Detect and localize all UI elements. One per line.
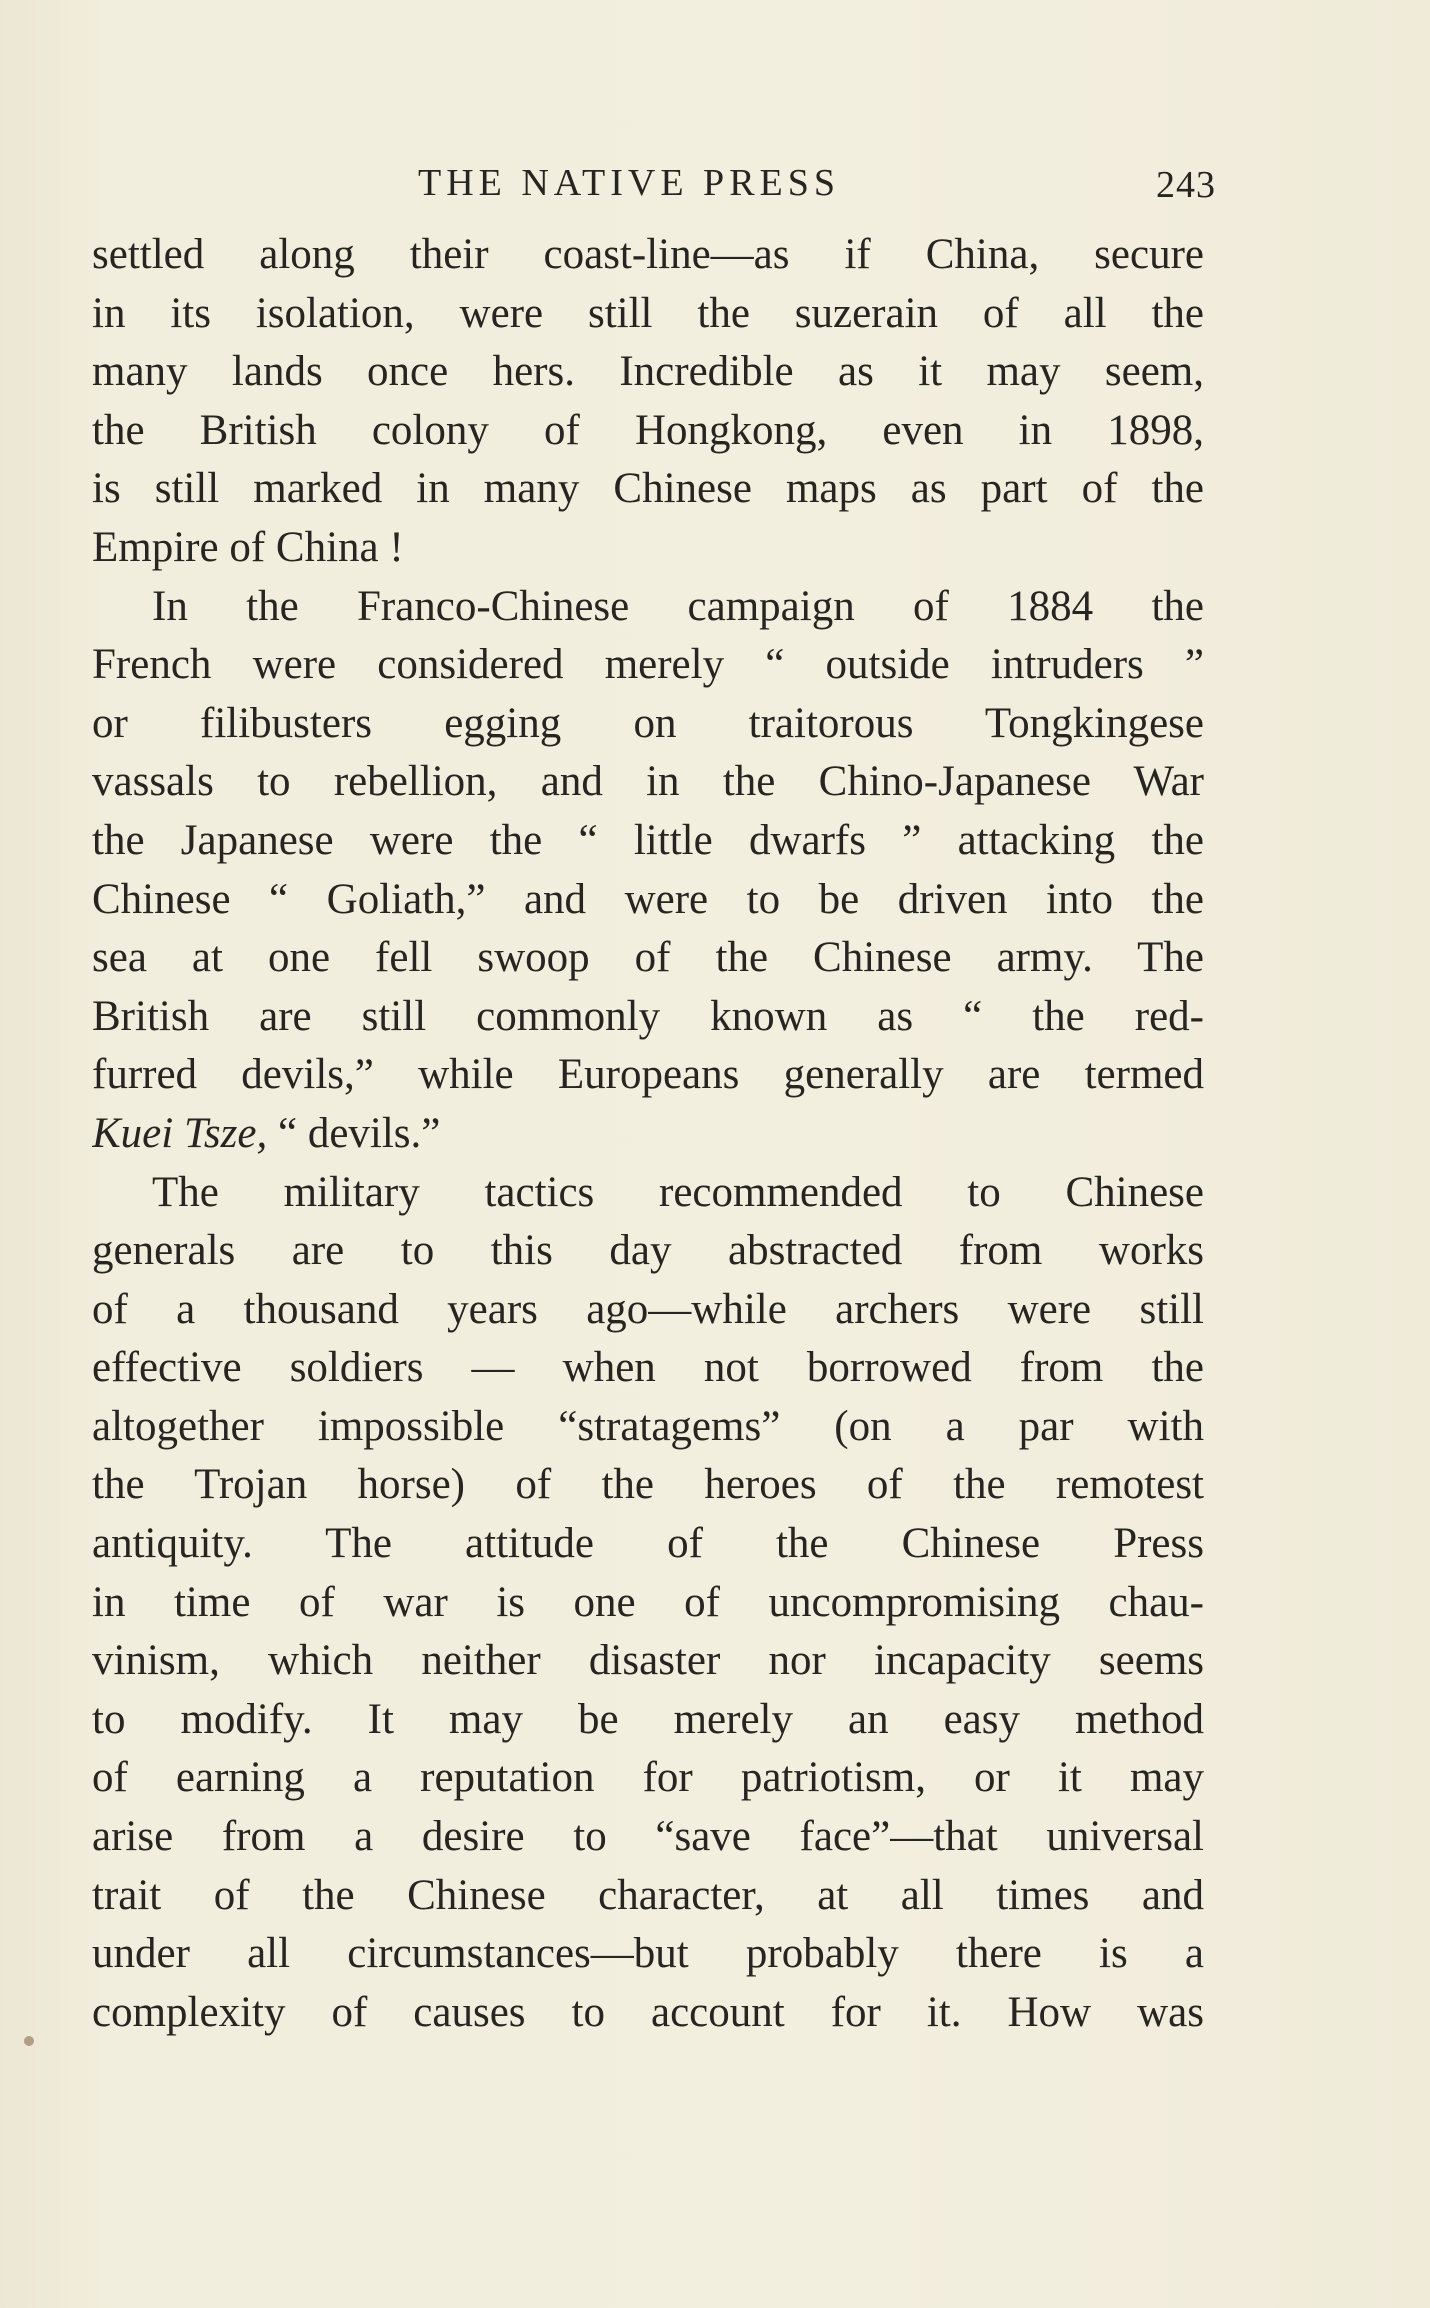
text-line: French were considered merely “ outside intruders ” bbox=[92, 641, 1204, 689]
running-head bbox=[0, 158, 1430, 208]
text-line: to modify. It may be merely an easy method bbox=[92, 1695, 1204, 1743]
paragraph-3 bbox=[92, 1164, 1204, 2043]
body-text bbox=[92, 226, 1204, 2042]
text-line: or filibusters egging on traitorous Tongkingese bbox=[92, 699, 1204, 747]
text-line: altogether impossible “stratagems” (on a par with bbox=[92, 1402, 1204, 1450]
ink-speck bbox=[24, 2036, 34, 2046]
page-number: 243 bbox=[1156, 164, 1216, 206]
text-line: Chinese “ Goliath,” and were to be driven into the bbox=[92, 875, 1204, 923]
paragraph-1 bbox=[92, 226, 1204, 578]
text-line: of a thousand years ago—while archers were still bbox=[92, 1285, 1204, 1333]
text-line: antiquity. The attitude of the Chinese Press bbox=[92, 1520, 1204, 1568]
text-line: vinism, which neither disaster nor incapacity seems bbox=[92, 1637, 1204, 1685]
text-line: in its isolation, were still the suzerain of all the bbox=[92, 289, 1204, 337]
text-line: British are still commonly known as “ the red- bbox=[92, 992, 1204, 1040]
text-line: trait of the Chinese character, at all times and bbox=[92, 1871, 1204, 1919]
text-line: the British colony of Hongkong, even in 1898, bbox=[92, 406, 1204, 454]
text-line-final bbox=[92, 1105, 1204, 1164]
text-line: complexity of causes to account for it. How was bbox=[92, 1988, 1204, 2036]
paragraph-2 bbox=[92, 578, 1204, 1164]
text-line: furred devils,” while Europeans generally are termed bbox=[92, 1051, 1204, 1099]
italic-term: Kuei Tsze, bbox=[92, 1109, 268, 1157]
text-line: the Japanese were the “ little dwarfs ” attacking the bbox=[92, 816, 1204, 864]
text-run: “ devils.” bbox=[267, 1109, 441, 1157]
text-line: settled along their coast-line—as if China, secure bbox=[92, 231, 1204, 278]
text-line: vassals to rebellion, and in the Chino-Japanese War bbox=[92, 758, 1204, 806]
text-line: Empire of China ! bbox=[92, 523, 404, 571]
text-line: under all circumstances—but probably there is a bbox=[92, 1930, 1204, 1978]
running-title: THE NATIVE PRESS bbox=[418, 162, 841, 204]
text-line: sea at one fell swoop of the Chinese army. The bbox=[92, 934, 1204, 982]
text-line: is still marked in many Chinese maps as part of the bbox=[92, 465, 1204, 513]
text-line: many lands once hers. Incredible as it may seem, bbox=[92, 348, 1204, 396]
text-line: In the Franco-Chinese campaign of 1884 the bbox=[152, 582, 1204, 630]
text-line: generals are to this day abstracted from works bbox=[92, 1227, 1204, 1275]
text-line: in time of war is one of uncompromising chau- bbox=[92, 1578, 1204, 1626]
text-line: effective soldiers — when not borrowed from the bbox=[92, 1344, 1204, 1392]
text-line: The military tactics recommended to Chinese bbox=[152, 1168, 1204, 1216]
text-line: the Trojan horse) of the heroes of the remotest bbox=[92, 1461, 1204, 1509]
text-line: of earning a reputation for patriotism, or it may bbox=[92, 1754, 1204, 1802]
text-line: arise from a desire to “save face”—that universal bbox=[92, 1813, 1204, 1861]
